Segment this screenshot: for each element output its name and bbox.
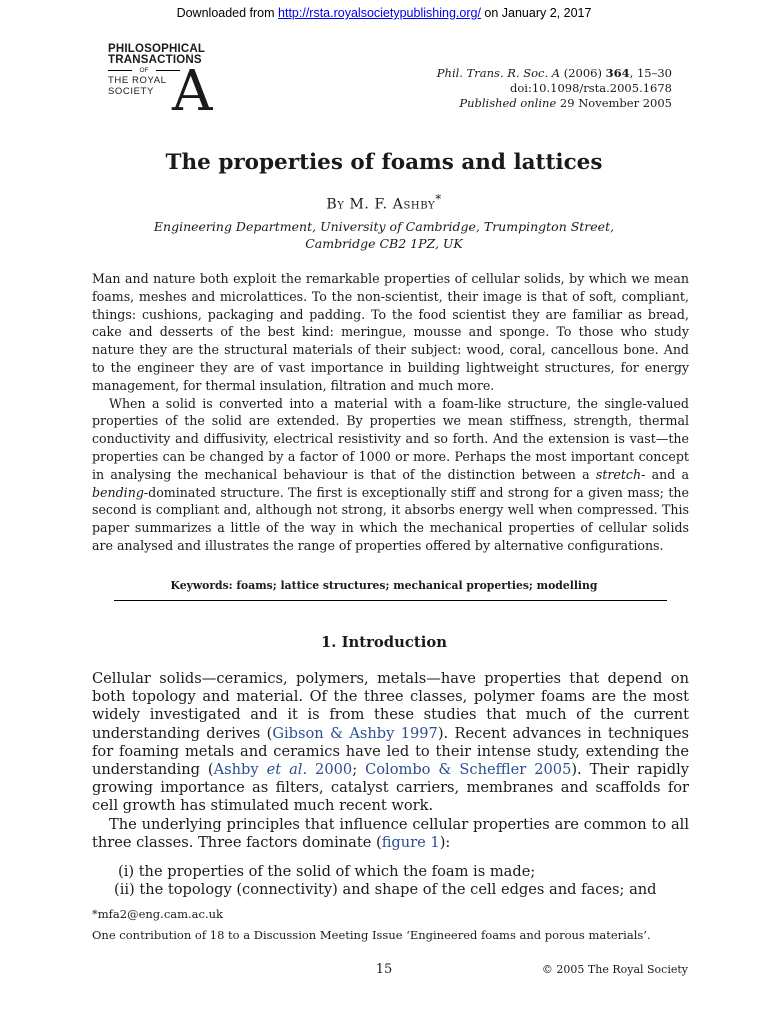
abstract-p2-text-c: -dominated structure. The first is exceptionally stiff and strong for a given mass; the second is compliant and, although not strong, it absorbs energy well when compressed. This paper summarizes a little of the way in which the mechanical properties of cellular solids are analysed and illustrates the range of properties offered by alternative configurations. bbox=[92, 484, 689, 553]
author-name: M. F. Ashby bbox=[349, 196, 436, 213]
logo-of: OF bbox=[108, 66, 180, 75]
paper-title: The properties of foams and lattices bbox=[165, 150, 603, 175]
ref-colombo-scheffler-2005-link[interactable]: Colombo & Scheffler 2005 bbox=[365, 761, 572, 779]
download-suffix: on January 2, 2017 bbox=[480, 6, 592, 20]
footnotes bbox=[92, 904, 651, 946]
page-number: 15 bbox=[375, 962, 393, 977]
abstract-divider bbox=[114, 600, 667, 601]
ref-ashby-2000-link[interactable] bbox=[214, 761, 353, 778]
doi: doi:10.1098/rsta.2005.1678 bbox=[510, 81, 672, 95]
logo-line-transactions: TRANSACTIONS bbox=[108, 54, 202, 66]
footnote-contribution: One contribution of 18 to a Discussion Meeting Issue ‘Engineered foams and porous materials’. bbox=[92, 928, 651, 942]
ref-ashby-text: Ashby bbox=[213, 761, 267, 779]
journal-volume: 364 bbox=[605, 66, 630, 80]
download-notice bbox=[0, 6, 768, 20]
abstract bbox=[92, 270, 689, 555]
affiliation bbox=[0, 218, 768, 252]
ref-ashby-year: 2000 bbox=[307, 761, 353, 779]
logo-line-philosophical: PHILOSOPHICAL bbox=[108, 43, 206, 55]
intro-paragraph-2 bbox=[92, 816, 689, 852]
download-prefix: Downloaded from bbox=[176, 6, 279, 20]
logo-line-the-royal: THE ROYAL bbox=[108, 75, 167, 86]
abstract-p2-text-a: When a solid is converted into a material with a foam-like structure, the single-valued properties of the solid are extended. By properties we mean stiffness, strength, thermal conductivity and diffusivity, electrical resistivity and so forth. And the extension is vast—the properties can be changed by a factor of 1000 or more. Perhaps the most important concept in analysing the mechanical behaviour is that of the distinction between a bbox=[92, 395, 689, 482]
author-footnote-mark: * bbox=[435, 192, 442, 206]
royal-society-logo bbox=[108, 43, 228, 124]
journal-name: Phil. Trans. R. Soc. A bbox=[436, 66, 561, 80]
intro-p1-text-a: Cellular solids—ceramics, polymers, metals—have properties that depend on both topology and material. Of the three classes, polymer foams are the most widely investigated and it is from these studies that much of the current understanding derives ( bbox=[92, 670, 689, 742]
abstract-stretch-term: stretch bbox=[595, 466, 642, 482]
factor-list bbox=[92, 863, 689, 899]
keywords: Keywords: foams; lattice structures; mechanical properties; modelling bbox=[170, 579, 598, 592]
logo-line-society: SOCIETY bbox=[108, 86, 154, 97]
affiliation-line-1: Engineering Department, University of Cambridge, Trumpington Street, bbox=[153, 219, 615, 234]
intro-p1-text-c: ). Their rapidly growing importance as filters, catalyst carriers, membranes and scaffolds for cell growth has stimulated much recent work. bbox=[92, 761, 689, 815]
intro-p2-text-b: ): bbox=[439, 833, 451, 851]
journal-year: (2006) bbox=[563, 66, 602, 80]
copyright-notice: © 2005 The Royal Society bbox=[541, 963, 688, 976]
intro-p2-text-a: The underlying principles that influence cellular properties are common to all three classes. Three factors dominate ( bbox=[92, 815, 689, 851]
intro-p1-text-b: ). Recent advances in techniques for foaming metals and ceramics have led to their intense study, extending the understanding ( bbox=[92, 724, 689, 779]
author-by: By bbox=[326, 196, 345, 213]
figure-1-link[interactable]: figure 1 bbox=[381, 833, 440, 851]
affiliation-line-2: Cambridge CB2 1PZ, UK bbox=[305, 236, 463, 251]
introduction-body bbox=[92, 670, 689, 899]
intro-paragraph-1 bbox=[92, 670, 689, 816]
logo-series-letter: A bbox=[172, 59, 213, 124]
footnote-email: *mfa2@eng.cam.ac.uk bbox=[92, 907, 223, 921]
abstract-bending-term: bending bbox=[92, 484, 144, 500]
publication-metadata bbox=[437, 66, 672, 111]
intro-p1-separator: ; bbox=[352, 761, 366, 779]
section-heading-introduction: 1. Introduction bbox=[321, 634, 447, 651]
abstract-p2-text-b: - and a bbox=[641, 466, 690, 482]
published-date: 29 November 2005 bbox=[556, 96, 672, 110]
list-item: (ii) the topology (connectivity) and shape of the cell edges and faces; and bbox=[114, 881, 657, 899]
ref-gibson-ashby-1997-link[interactable]: Gibson & Ashby 1997 bbox=[272, 724, 438, 742]
published-label: Published online bbox=[459, 96, 557, 110]
download-url-link[interactable]: http://rsta.royalsocietypublishing.org/ bbox=[278, 6, 481, 20]
abstract-paragraph-1: Man and nature both exploit the remarkable properties of cellular solids, by which we mean foams, meshes and microlattices. To the non-scientist, their image is that of soft, compliant, things: cushions, packaging and padding. To the food scientist they are familiar as bread, cake and desserts of the best kind: meringue, mousse and sponge. To those who study nature they are the structural materials of their subject: wood, coral, cancellous bone. And to the engineer they are of vast importance in building lightweight structures, for energy management, for thermal insulation, filtration and much more. bbox=[92, 271, 689, 393]
abstract-paragraph-2 bbox=[92, 395, 689, 555]
list-item: (i) the properties of the solid of which the foam is made; bbox=[118, 863, 536, 881]
author-line bbox=[0, 192, 768, 213]
journal-pages: , 15–30 bbox=[629, 66, 672, 80]
ref-ashby-etal: et al. bbox=[266, 761, 308, 779]
